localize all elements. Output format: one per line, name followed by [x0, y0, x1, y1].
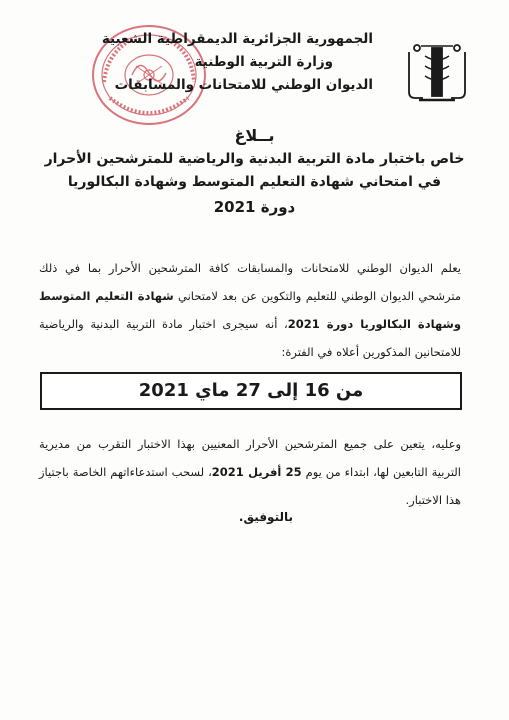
paragraph-2-text-a: وعليه، يتعين على جميع المترشحين الأحرار المعنيين بهذا الاختبار التقرب من مديرية التربية التابعين لها، ابتداء من يوم	[39, 437, 461, 479]
onec-emblem-icon	[399, 38, 475, 108]
announcement-subtitle-2: في امتحاني شهادة التعليم المتوسط وشهادة البكالوريا	[67, 174, 442, 190]
paragraph-1-text-c: ، أنه سيجرى اختبار مادة التربية البدنية والرياضية للامتحانين المذكورين أعلاه في الفترة:	[39, 317, 461, 359]
announcement-session: دورة 2021	[213, 198, 296, 216]
paragraph-1-exams: شهادة التعليم المتوسط وشهادة البكالوريا دورة 2021	[39, 289, 461, 331]
closing-text: بالتوفيق.	[238, 510, 293, 524]
announcement-subtitle-1: خاص باختبار مادة التربية البدنية والرياضية للمترشحين الأحرار	[44, 151, 465, 167]
paragraph-1-text-a: يعلم الديوان الوطني للامتحانات والمسابقات كافة المترشحين الأحرار بما في ذلك مترشحي الديوان الوطني للتعليم والتكوين عن بعد لامتحاني	[39, 261, 461, 303]
header-republic: الجمهورية الجزائرية الديمقراطية الشعبية	[101, 31, 373, 47]
body-paragraph-1	[39, 254, 461, 366]
announcement-title: بــلاغ	[234, 126, 275, 145]
paragraph-2-text-c: ، لسحب استدعاءاتهم الخاصة باجتياز هذا الاختبار.	[39, 465, 461, 507]
header-office: الديوان الوطني للامتحانات والمسابقات	[114, 77, 373, 93]
exam-period-box: من 16 إلى 27 ماي 2021	[40, 372, 462, 410]
document-header	[101, 28, 373, 97]
paragraph-2-date: 25 أفريل 2021	[211, 465, 302, 479]
header-ministry: وزارة التربية الوطنية	[194, 54, 333, 70]
body-paragraph-2	[39, 430, 461, 514]
